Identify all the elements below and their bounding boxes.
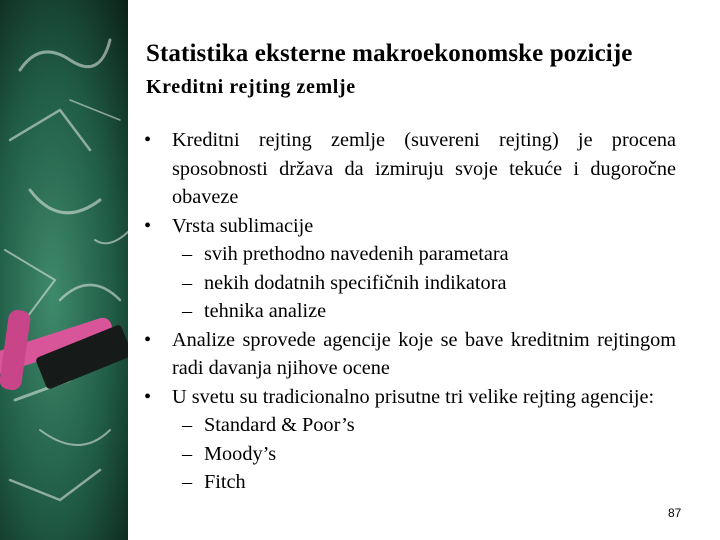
slide-subtitle: Kreditni rejting zemlje [146, 76, 356, 98]
dash-marker: – [182, 414, 193, 436]
bullet-text: Vrsta sublimacije [172, 214, 314, 237]
sub-bullet-text: nekih dodatnih specifičnih indikatora [204, 271, 507, 294]
bullet-text: Analize sprovede agencije koje se bave kreditnim rejtingom radi davanja njihove ocene [172, 328, 676, 379]
page-number: 87 [668, 506, 682, 520]
slide-content [128, 0, 720, 540]
sub-bullet-item [144, 269, 676, 298]
bullet-marker: • [144, 385, 152, 408]
bullet-list [144, 126, 676, 497]
bullet-text: Kreditni rejting zemlje (suvereni rejting) je procena sposobnosti država da izmiruju svoje tekuće i dugoročne obaveze [172, 129, 676, 208]
sub-bullet-item [144, 440, 676, 469]
bullet-item [144, 212, 676, 241]
bullet-marker: • [144, 328, 152, 351]
sub-bullet-text: tehnika analize [204, 300, 327, 322]
slide-title: Statistika eksterne makroekonomske pozicije [146, 40, 633, 67]
sub-bullet-text: svih prethodno navedenih parametara [204, 243, 509, 265]
sub-bullet-text: Standard & Poor’s [204, 414, 355, 436]
dash-marker: – [182, 300, 193, 322]
sub-bullet-item [144, 468, 676, 497]
dash-marker: – [182, 471, 193, 493]
sub-bullet-item [144, 297, 676, 326]
sub-bullet-text: Fitch [204, 471, 246, 493]
bullet-marker: • [144, 129, 152, 151]
dash-marker: – [182, 271, 193, 294]
sub-bullet-item [144, 411, 676, 440]
bullet-item [144, 126, 676, 212]
bullet-item [144, 383, 676, 412]
dash-marker: – [182, 243, 193, 265]
bullet-item [144, 326, 676, 383]
dash-marker: – [182, 442, 193, 465]
sub-bullet-item [144, 240, 676, 269]
bullet-marker: • [144, 214, 152, 237]
bullet-text: U svetu su tradicionalno prisutne tri velike rejting agencije: [172, 385, 655, 408]
sub-bullet-text: Moody’s [204, 442, 277, 465]
